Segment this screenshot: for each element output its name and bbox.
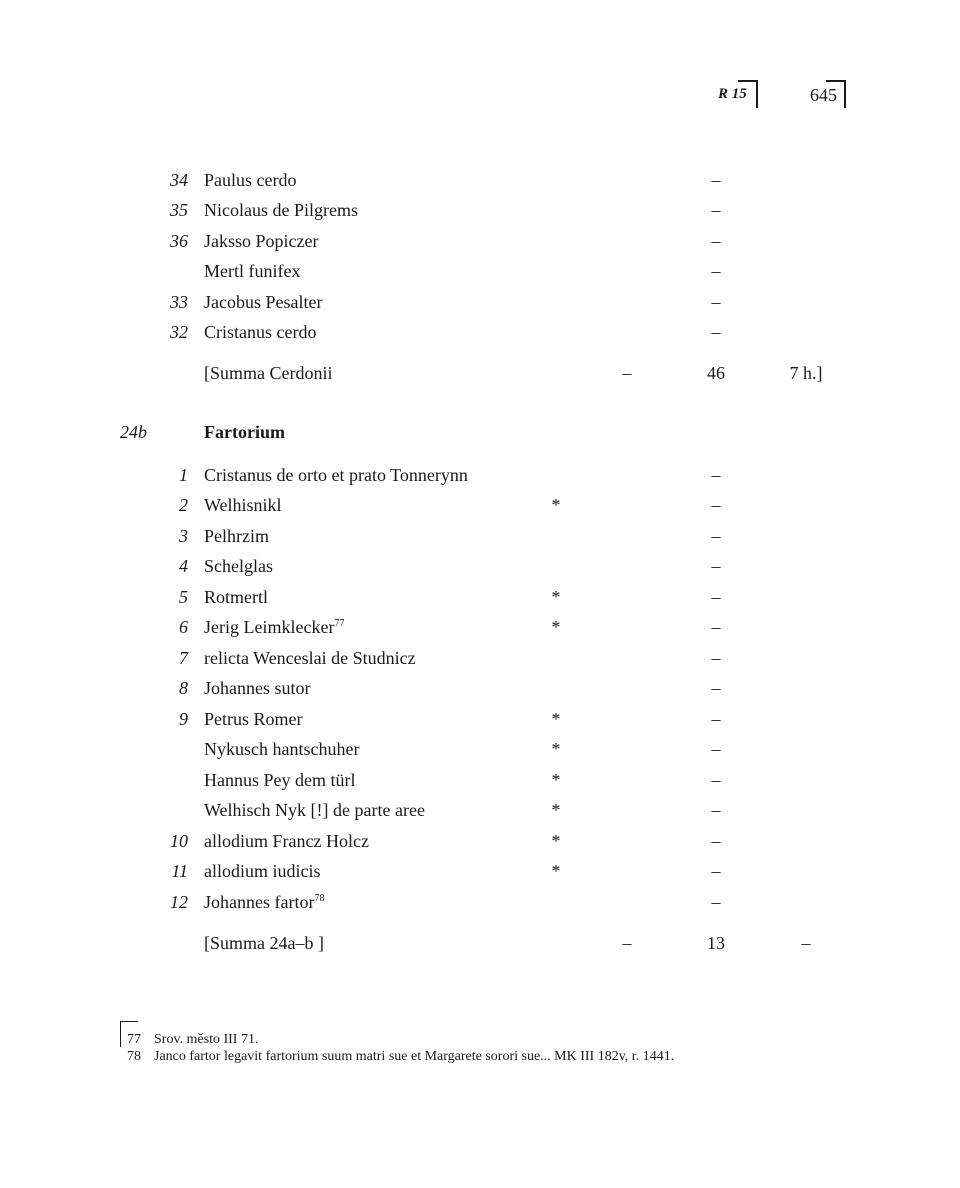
entry-row — [0, 768, 960, 792]
summa-row — [0, 361, 960, 385]
entry-name: Welhisnikl — [204, 495, 282, 515]
asterisk-marker: * — [551, 800, 561, 820]
entry-row — [0, 463, 960, 487]
entry-number: 35 — [170, 200, 188, 220]
asterisk-marker: * — [551, 739, 561, 759]
summa-label: [Summa 24a–b ] — [204, 933, 324, 953]
asterisk-marker: * — [551, 617, 561, 637]
asterisk-marker: * — [551, 831, 561, 851]
entry-row — [0, 890, 960, 914]
asterisk-marker: * — [551, 770, 561, 790]
entry-value: – — [711, 831, 721, 851]
entry-value: – — [711, 170, 721, 190]
entry-row — [0, 798, 960, 822]
asterisk-marker: * — [551, 861, 561, 881]
entry-row — [0, 615, 960, 639]
summa-value-3: – — [801, 933, 811, 953]
summa-label: [Summa Cerdonii — [204, 363, 333, 383]
entry-row — [0, 229, 960, 253]
entry-number: 4 — [179, 556, 188, 576]
entry-name: relicta Wenceslai de Studnicz — [204, 648, 416, 668]
entry-name: Jacobus Pesalter — [204, 292, 323, 312]
corner-mark — [826, 80, 846, 108]
entry-name: Welhisch Nyk [!] de parte aree — [204, 800, 425, 820]
entry-name: allodium Francz Holcz — [204, 831, 369, 851]
footnote-text: Janco fartor legavit fartorium suum matri sue et Margarete sorori sue... MK III 182v, r. 1441. — [154, 1049, 675, 1064]
entry-name: Hannus Pey dem türl — [204, 770, 356, 790]
summa-value-2: 13 — [707, 933, 725, 953]
entry-number: 33 — [170, 292, 188, 312]
entry-name: Johannes fartor$^{78}$ — [204, 892, 325, 912]
entry-value: – — [711, 648, 721, 668]
entry-number: 36 — [170, 231, 188, 251]
entry-number: 8 — [179, 678, 188, 698]
entry-row — [0, 320, 960, 344]
asterisk-marker: * — [551, 709, 561, 729]
corner-mark — [738, 80, 758, 108]
summa-value-2: 46 — [707, 363, 725, 383]
entry-name: Mertl funifex — [204, 261, 301, 281]
entry-name: Petrus Romer — [204, 709, 303, 729]
entry-number: 12 — [170, 892, 188, 912]
entry-name: Pelhrzim — [204, 526, 269, 546]
footnote-ref: 77 — [334, 618, 345, 629]
asterisk-marker: * — [551, 587, 561, 607]
entry-row — [0, 259, 960, 283]
entry-value: – — [711, 892, 721, 912]
entry-value: – — [711, 617, 721, 637]
entry-name: Nykusch hantschuher — [204, 739, 360, 759]
entry-name: Paulus cerdo — [204, 170, 297, 190]
footnote-number: 78 — [127, 1049, 141, 1064]
summa-value-1: – — [622, 933, 632, 953]
running-head-reference: R 15 — [718, 86, 747, 102]
entry-name: Johannes sutor — [204, 678, 311, 698]
entry-row — [0, 168, 960, 192]
entry-row — [0, 829, 960, 853]
entry-row — [0, 524, 960, 548]
entry-number: 5 — [179, 587, 188, 607]
entry-row — [0, 646, 960, 670]
footnote-ref: 78 — [314, 893, 325, 904]
entry-value: – — [711, 495, 721, 515]
entry-name: Nicolaus de Pilgrems — [204, 200, 358, 220]
entry-name: Jaksso Popiczer — [204, 231, 319, 251]
entry-number: 2 — [179, 495, 188, 515]
entry-name: Cristanus cerdo — [204, 322, 317, 342]
entry-row — [0, 676, 960, 700]
entry-number: 7 — [179, 648, 188, 668]
entry-number: 9 — [179, 709, 188, 729]
folio-marker: 24b — [120, 422, 147, 442]
entry-number: 6 — [179, 617, 188, 637]
summa-value-3: 7 h.] — [789, 363, 823, 383]
entry-value: – — [711, 678, 721, 698]
entry-value: – — [711, 800, 721, 820]
entry-value: – — [711, 292, 721, 312]
entry-row — [0, 554, 960, 578]
entry-row — [0, 290, 960, 314]
entry-value: – — [711, 261, 721, 281]
entry-value: – — [711, 322, 721, 342]
section-title: Fartorium — [204, 422, 285, 442]
entry-number: 10 — [170, 831, 188, 851]
entry-value: – — [711, 200, 721, 220]
asterisk-marker: * — [551, 495, 561, 515]
entry-name: allodium iudicis — [204, 861, 321, 881]
entry-row — [0, 198, 960, 222]
entry-value: – — [711, 231, 721, 251]
entry-number: 11 — [171, 861, 188, 881]
entry-value: – — [711, 709, 721, 729]
entry-number: 3 — [179, 526, 188, 546]
summa-value-1: – — [622, 363, 632, 383]
entry-number: 32 — [170, 322, 188, 342]
entry-number: 1 — [179, 465, 188, 485]
footnote-number: 77 — [127, 1032, 141, 1047]
entry-name: Schelglas — [204, 556, 273, 576]
entry-value: – — [711, 770, 721, 790]
entry-value: – — [711, 556, 721, 576]
entry-row — [0, 585, 960, 609]
entry-name: Jerig Leimklecker$^{77}$ — [204, 617, 345, 637]
summa-row — [0, 931, 960, 955]
entry-name: Cristanus de orto et prato Tonnerynn — [204, 465, 468, 485]
entry-value: – — [711, 526, 721, 546]
entry-value: – — [711, 861, 721, 881]
entry-number: 34 — [170, 170, 188, 190]
entry-row — [0, 859, 960, 883]
entry-name: Rotmertl — [204, 587, 268, 607]
entry-value: – — [711, 465, 721, 485]
footnote-text: Srov. město III 71. — [154, 1032, 259, 1047]
page-number: 645 — [810, 85, 837, 105]
entry-row — [0, 493, 960, 517]
entry-row — [0, 737, 960, 761]
entry-value: – — [711, 587, 721, 607]
entry-row — [0, 707, 960, 731]
entry-value: – — [711, 739, 721, 759]
